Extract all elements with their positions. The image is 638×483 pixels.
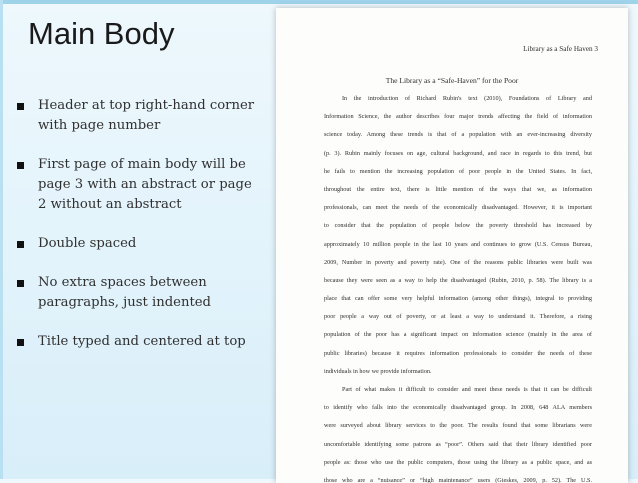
paper-line: Information Science, the author describes four major trends affecting the field of information [324,113,592,121]
bullet-text: Header at top right-hand corner with page number [38,98,255,133]
bullet-item [14,332,264,352]
bullet-item [14,234,264,254]
slide-title: Main Body [28,16,175,51]
paper-line: individuals in how we provide information. [324,367,432,375]
paper-body [324,90,592,483]
paper-line: In the introduction of Richard Rubin's text (2010), Foundations of Library and [342,95,592,102]
square-bullet-icon [17,339,24,346]
bullet-text: Double spaced [38,236,137,251]
paper-line: people as: those who use the public computers, those using the library as a public space, and as [324,458,592,466]
paper-line: because they were seen as a way to help the disadvantaged (Rubin, 2010, p. 58). The library is a [324,276,592,284]
paper-line: he fails to mention the increasing population of poor people in the United States. In fact, [324,167,592,175]
paper-line: approximately 10 million people in the last 10 years and continues to grow (U.S. Census Bureau, [324,240,592,248]
paper-title: The Library as a “Safe-Haven” for the Poor [385,76,519,85]
paper-line: poor people a way out of poverty, or at least a way to understand it. Therefore, a rising [324,313,592,321]
paper-line: throughout the entire text, there is little mention of the ways that we, as information [324,185,592,193]
bullet-item [14,96,264,136]
paper-line: professionals, can meet the needs of the economically disadvantaged. However, it is important [324,204,592,212]
paper-line: to identify who falls into the economically disadvantaged group. In 2008, 648 ALA members [324,404,592,412]
bullet-text: First page of main body will be page 3 with an abstract or page 2 without an abstract [38,157,252,212]
paper-line: were surveyed about library services to the poor. The results found that some librarians were [324,422,592,430]
paper-line: 2009, Number in poverty and poverty rate). One of the reasons public libraries were built was [324,258,592,266]
square-bullet-icon [17,280,24,287]
running-header: Library as a Safe Haven 3 [523,45,598,53]
bullet-text: Title typed and centered at top [38,334,246,349]
paper-line: population of the poor has a significant impact on information science (mainly in the area of [324,331,592,339]
bullet-item [14,155,264,215]
bullet-text: No extra spaces between paragraphs, just indented [38,275,212,310]
paper-line: public libraries) because it requires information professionals to consider the needs of these [324,349,592,357]
paper-line: Part of what makes it difficult to consider and meet these needs is that it can be difficult [342,386,592,393]
top-accent-bar [0,0,638,4]
paper-line: uncomfortable identifying some patrons as “poor”. Others said that their library identified poor [324,440,592,448]
paper-line: (p. 3). Rubin mainly focuses on age, cultural background, and race in regards to this trend, but [324,149,592,157]
bullet-list [14,96,264,371]
sample-paper-image [276,8,628,483]
square-bullet-icon [17,241,24,248]
paper-line: those who are a “nuisance” or “high maintenance” users (Gieskes, 2009, p. 52). The U.S. [324,476,592,483]
paper-line: place that can offer some very helpful information (among other things), integral to providing [324,295,592,303]
square-bullet-icon [17,103,24,110]
left-accent-bar [0,0,3,479]
paper-line: science today. Among these trends is that of a population with an ever-increasing diversity [324,131,592,139]
bullet-item [14,273,264,313]
paper-line: to consider that the population of people below the poverty threshold has increased by [324,222,592,230]
square-bullet-icon [17,162,24,169]
